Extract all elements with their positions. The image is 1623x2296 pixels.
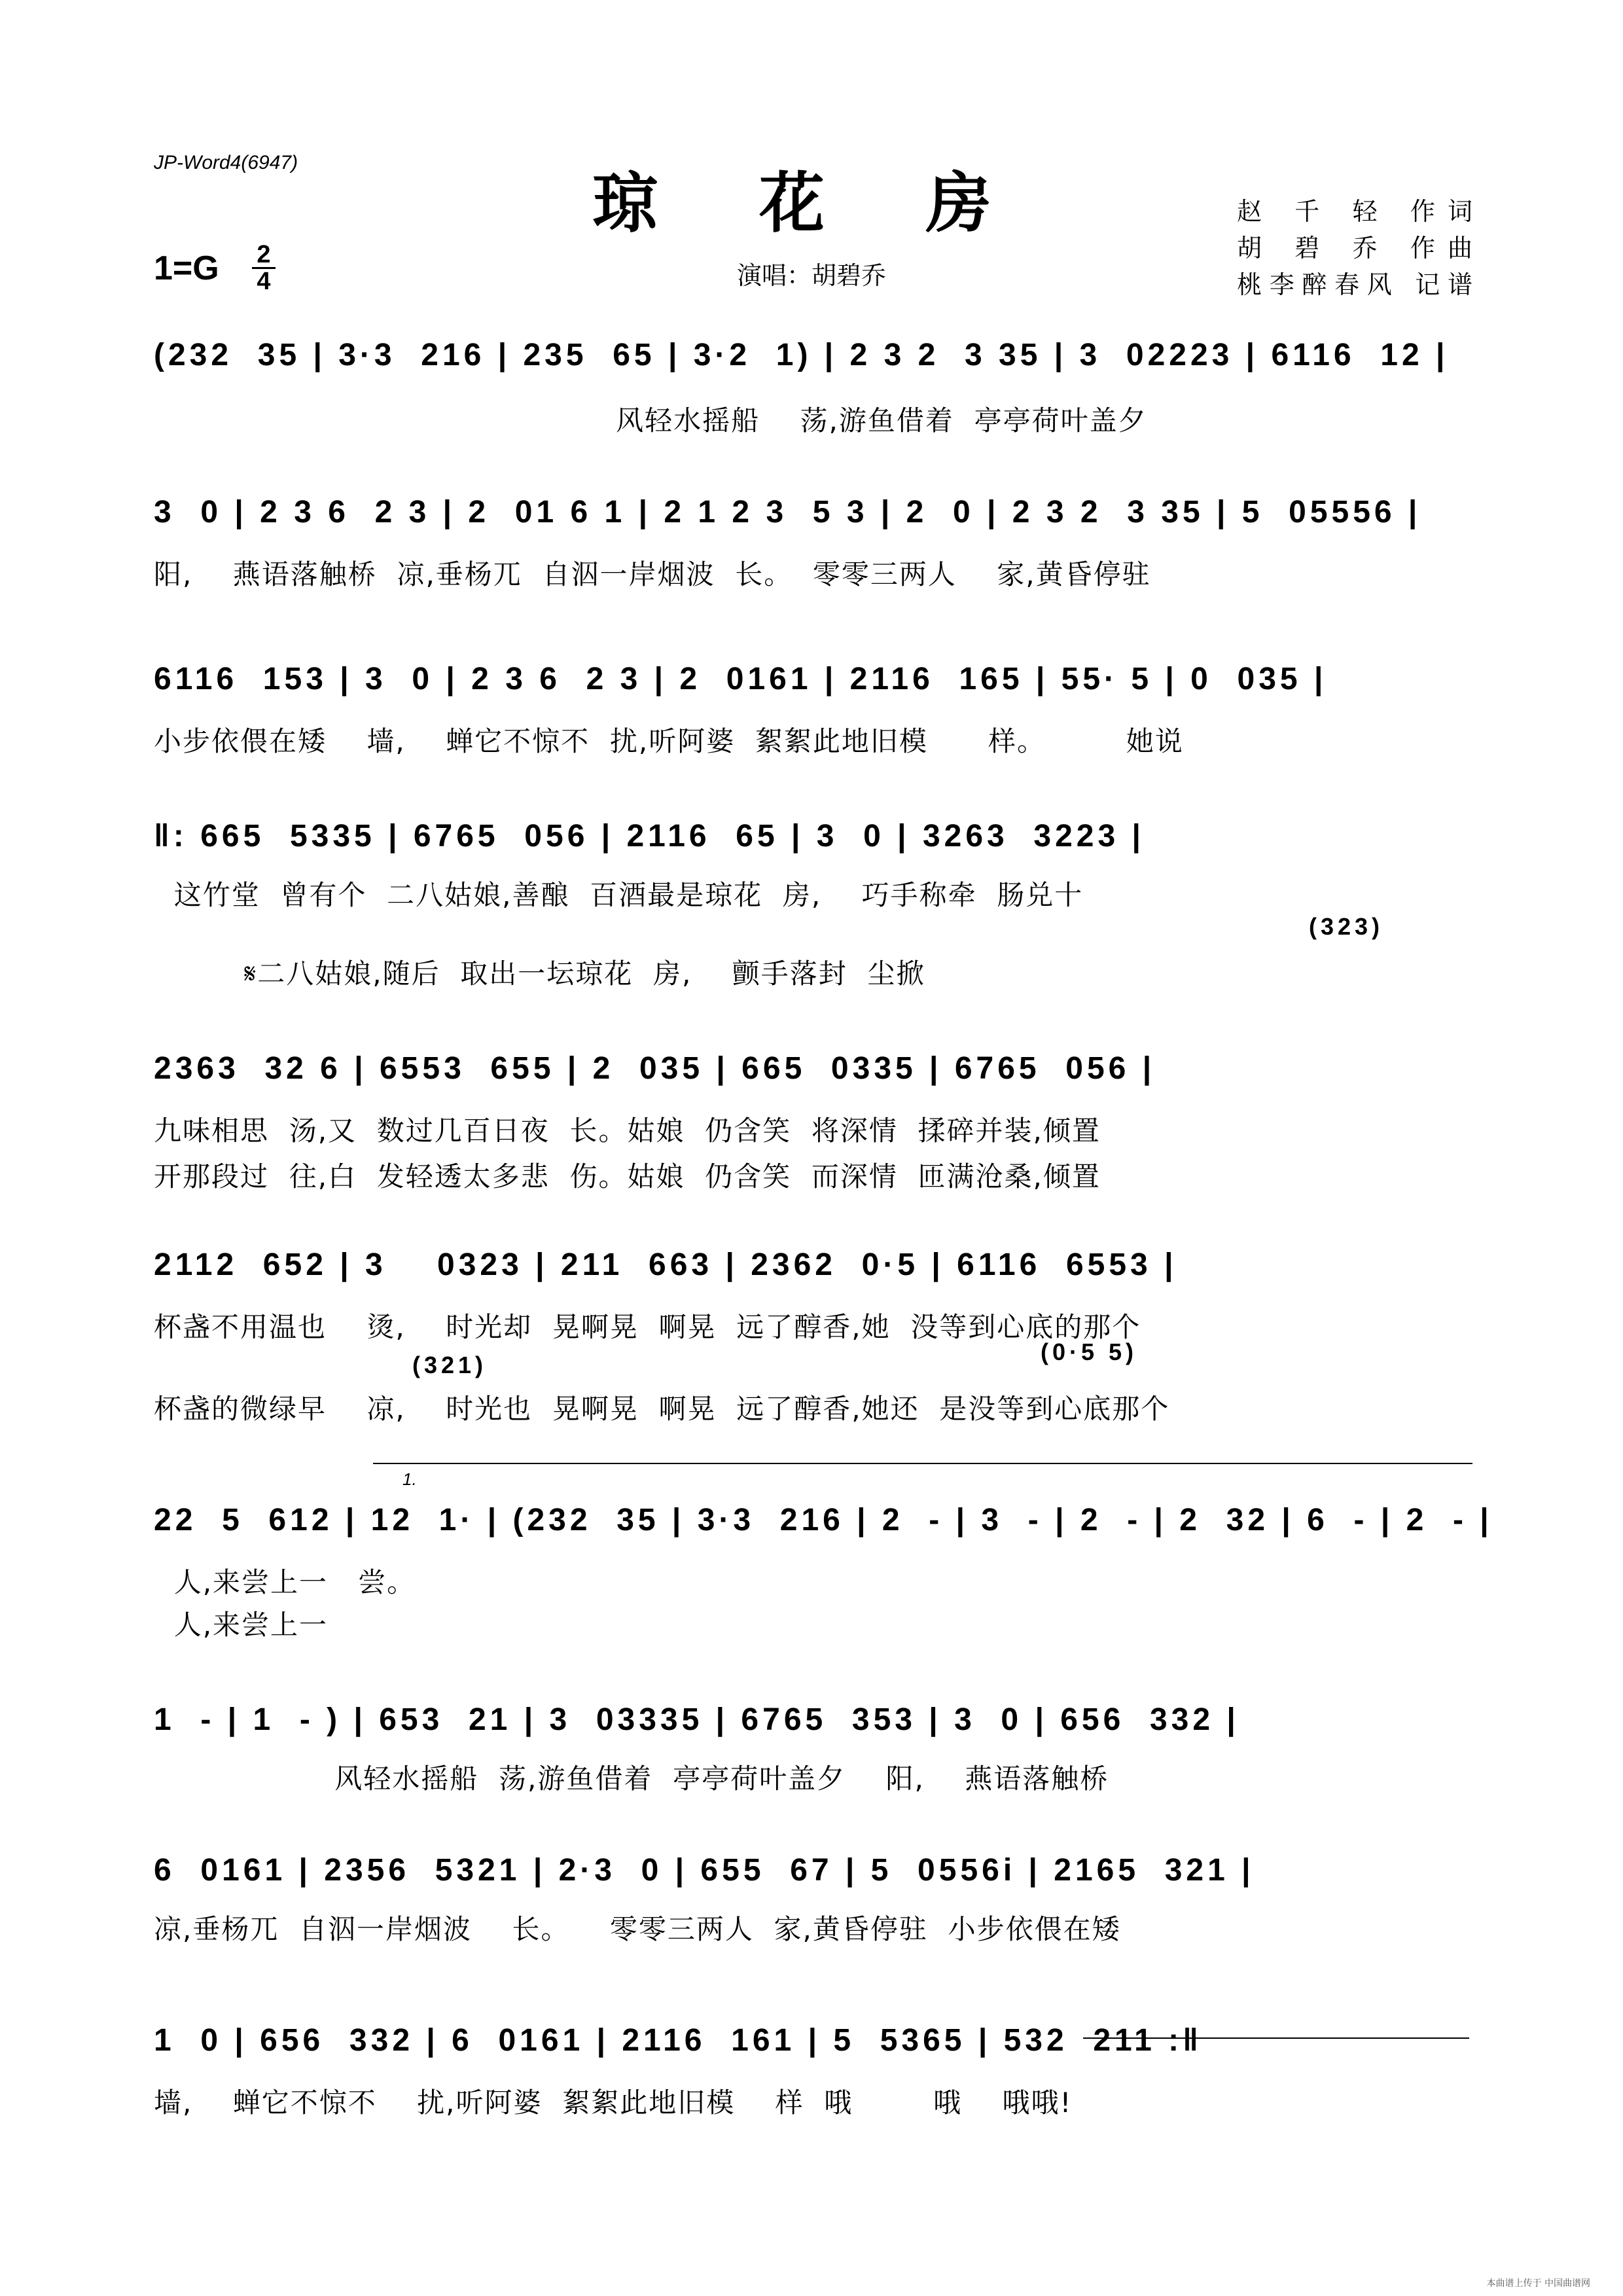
system-5-notes: 2363 32 6 | 6553 655 | 2 035 | 665 0335 | 6765 056 | [154, 1051, 1156, 1086]
composer: 胡 碧 乔 作曲 [1237, 234, 1472, 262]
system-3-notes: 6116 153 | 3 0 | 2 3 6 2 3 | 2 0161 | 2116 165 | 55· 5 | 0 035 | [154, 662, 1327, 696]
software-label: JP-Word4(6947) [154, 152, 298, 173]
volta-bracket [373, 1463, 1472, 1464]
volta-label: 1. [402, 1469, 417, 1489]
footer-watermark: 本曲谱上传于 中国曲谱网 [1486, 2278, 1590, 2289]
time-bottom: 4 [257, 268, 271, 295]
system-9-lyrics: 凉,垂杨兀 自泅一岸烟波 长。 零零三两人 家,黄昏停驻 小步依偎在矮 [154, 1913, 1121, 1945]
system-5-lyrics-1: 九味相思 汤,又 数过几百日夜 长。姑娘 仍含笑 将深情 揉碎并装,倾置 [154, 1115, 1101, 1147]
system-2-lyrics: 阳, 燕语落触桥 凉,垂杨兀 自泅一岸烟波 长。 零零三两人 家,黄昏停驻 [154, 558, 1151, 590]
system-4-variant: (323) [1309, 913, 1384, 940]
system-6-lyrics-2: 杯盏的微绿早 凉, 时光也 晃啊晃 啊晃 远了醇香,她还 是没等到心底那个 [154, 1393, 1170, 1425]
page-title: 琼 花 房 [592, 164, 1031, 242]
lyricist: 赵 千 轻 作词 [1237, 197, 1472, 226]
key-signature: 1=G [154, 249, 219, 287]
system-8-lyrics: 风轻水摇船 荡,游鱼借着 亭亭荷叶盖夕 阳, 燕语落触桥 [154, 1763, 1109, 1795]
system-7-notes: 22 5 612 | 12 1· | (232 35 | 3·3 216 | 2 - | 3 - | 2 - | 2 32 | 6 - | 2 - | [154, 1503, 1493, 1537]
system-5-lyrics-2: 开那段过 往,白 发轻透太多悲 伤。姑娘 仍含笑 而深情 匝满沧桑,倾置 [154, 1160, 1101, 1193]
system-4-notes: ‖: 665 5335 | 6765 056 | 2116 65 | 3 0 | 3263 3223 | [154, 819, 1145, 853]
transcriber: 桃李醉春风 记谱 [1237, 270, 1472, 299]
system-4-lyrics-1: 这竹堂 曾有个 二八姑娘,善酿 百酒最是琼花 房, 巧手称牵 肠兑十 [154, 879, 1084, 911]
system-6-notes: 2112 652 | 3 0323 | 211 663 | 2362 0·5 | 6116 6553 | [154, 1247, 1177, 1282]
system-3-lyrics: 小步依偎在矮 墙, 蝉它不惊不 扰,听阿婆 絮絮此地旧模 样。 她说 [154, 725, 1184, 757]
system-6-variant-1: (321) [412, 1352, 488, 1378]
system-6-lyrics-1: 杯盏不用温也 烫, 时光却 晃啊晃 啊晃 远了醇香,她 没等到心底的那个 [154, 1311, 1141, 1343]
system-1-lyrics: 风轻水摇船 荡,游鱼借着 亭亭荷叶盖夕 [154, 404, 1147, 437]
system-1-notes: (232 35 | 3·3 216 | 235 65 | 3·2 1) | 2 3 2 3 35 | 3 02223 | 6116 12 | [154, 338, 1449, 372]
time-top: 2 [257, 241, 271, 268]
system-9-notes: 6 0161 | 2356 5321 | 2·3 0 | 655 67 | 5 0556i | 2165 321 | [154, 1853, 1255, 1888]
system-8-notes: 1 - | 1 - ) | 653 21 | 3 03335 | 6765 353 | 3 0 | 656 332 | [154, 1702, 1240, 1737]
system-7-lyrics-1: 人,来尝上一 尝。 [154, 1566, 416, 1598]
system-10-lyrics: 墙, 蝉它不惊不 扰,听阿婆 絮絮此地旧模 样 哦 哦 哦哦! [154, 2087, 1073, 2119]
system-10-notes: 1 0 | 656 332 | 6 0161 | 2116 161 | 5 5365 | 532 211 :‖ [154, 2023, 1202, 2058]
singer: 演唱：胡碧乔 [736, 261, 886, 290]
system-7-lyrics-2: 人,来尝上一 [154, 1609, 329, 1641]
system-4-lyrics-2: 𝄋二八姑娘,随后 取出一坛琼花 房, 颤手落封 尘掀 [154, 958, 925, 990]
system-2-notes: 3 0 | 2 3 6 2 3 | 2 01 6 1 | 2 1 2 3 5 3 | 2 0 | 2 3 2 3 35 | 5 05556 | [154, 495, 1421, 529]
system-6-variant-2: (0·5 5) [1041, 1338, 1138, 1365]
